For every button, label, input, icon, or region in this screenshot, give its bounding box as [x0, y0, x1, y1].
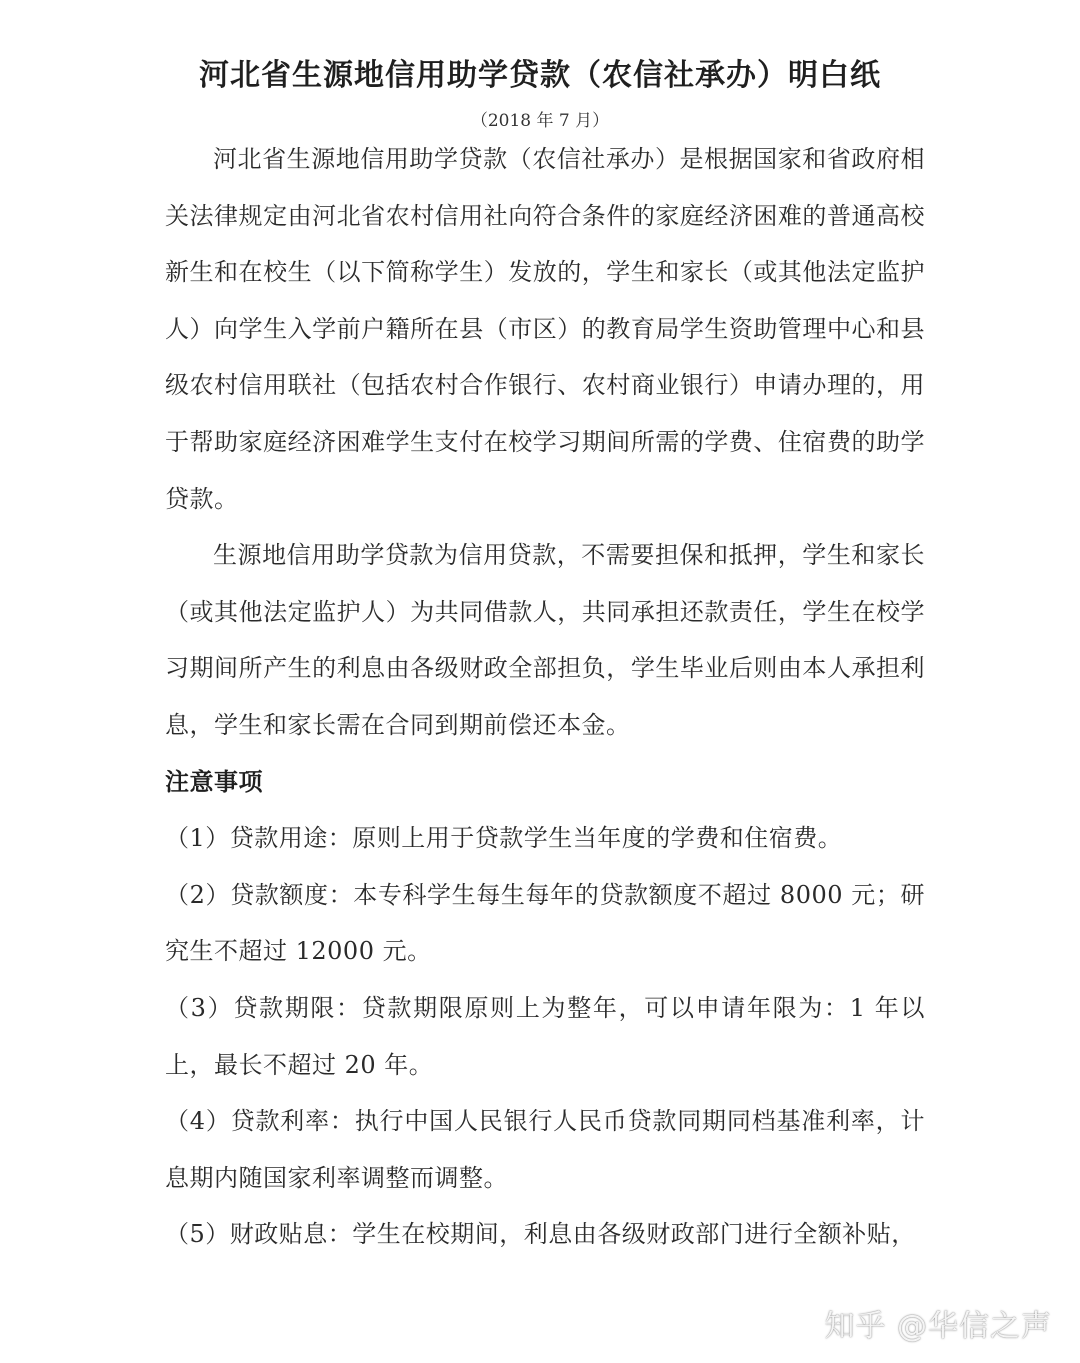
intro-paragraph: 河北省生源地信用助学贷款（农信社承办）是根据国家和省政府相关法律规定由河北省农村信用社向符合条件的家庭经济困难的普通高校新生和在校生（以下简称学生）发放的，学生和家长（或其他法定监护人）向学生入学前户籍所在县（市区）的教育局学生资助管理中心和县级农村信用联社（包括农村合作银行、农村商业银行）申请办理的，用于帮助家庭经济困难学生支付在校学习期间所需的学费、住宿费的助学贷款。 [165, 145, 925, 513]
notes-heading: 注意事项 [165, 766, 263, 796]
document-date: （2018 年 7 月） [470, 111, 610, 131]
zhihu-watermark: 知乎 @华信之声 [824, 1309, 1052, 1344]
note-item-subsidy: （5）财政贴息：学生在校期间，利息由各级财政部门进行全额补贴， [165, 1220, 916, 1249]
credit-loan-paragraph: 生源地信用助学贷款为信用贷款，不需要担保和抵押，学生和家长（或其他法定监护人）为共同借款人，共同承担还款责任，学生在校学习期间所产生的利息由各级财政全部担负，学生毕业后则由本人承担利息，学生和家长需在合同到期前偿还本金。 [165, 541, 925, 739]
note-item-amount: （2）贷款额度：本专科学生每生每年的贷款额度不超过 8000 元；研究生不超过 12000 元。 [165, 880, 925, 966]
document-title: 河北省生源地信用助学贷款（农信社承办）明白纸 [199, 58, 881, 93]
document-body [165, 131, 925, 1263]
note-item-term: （3）贷款期限：贷款期限原则上为整年，可以申请年限为：1 年以上，最长不超过 20 年。 [165, 993, 925, 1079]
note-item-usage: （1）贷款用途：原则上用于贷款学生当年度的学费和住宿费。 [165, 824, 843, 853]
note-item-rate: （4）贷款利率：执行中国人民银行人民币贷款同期同档基准利率，计息期内随国家利率调整而调整。 [165, 1107, 925, 1192]
